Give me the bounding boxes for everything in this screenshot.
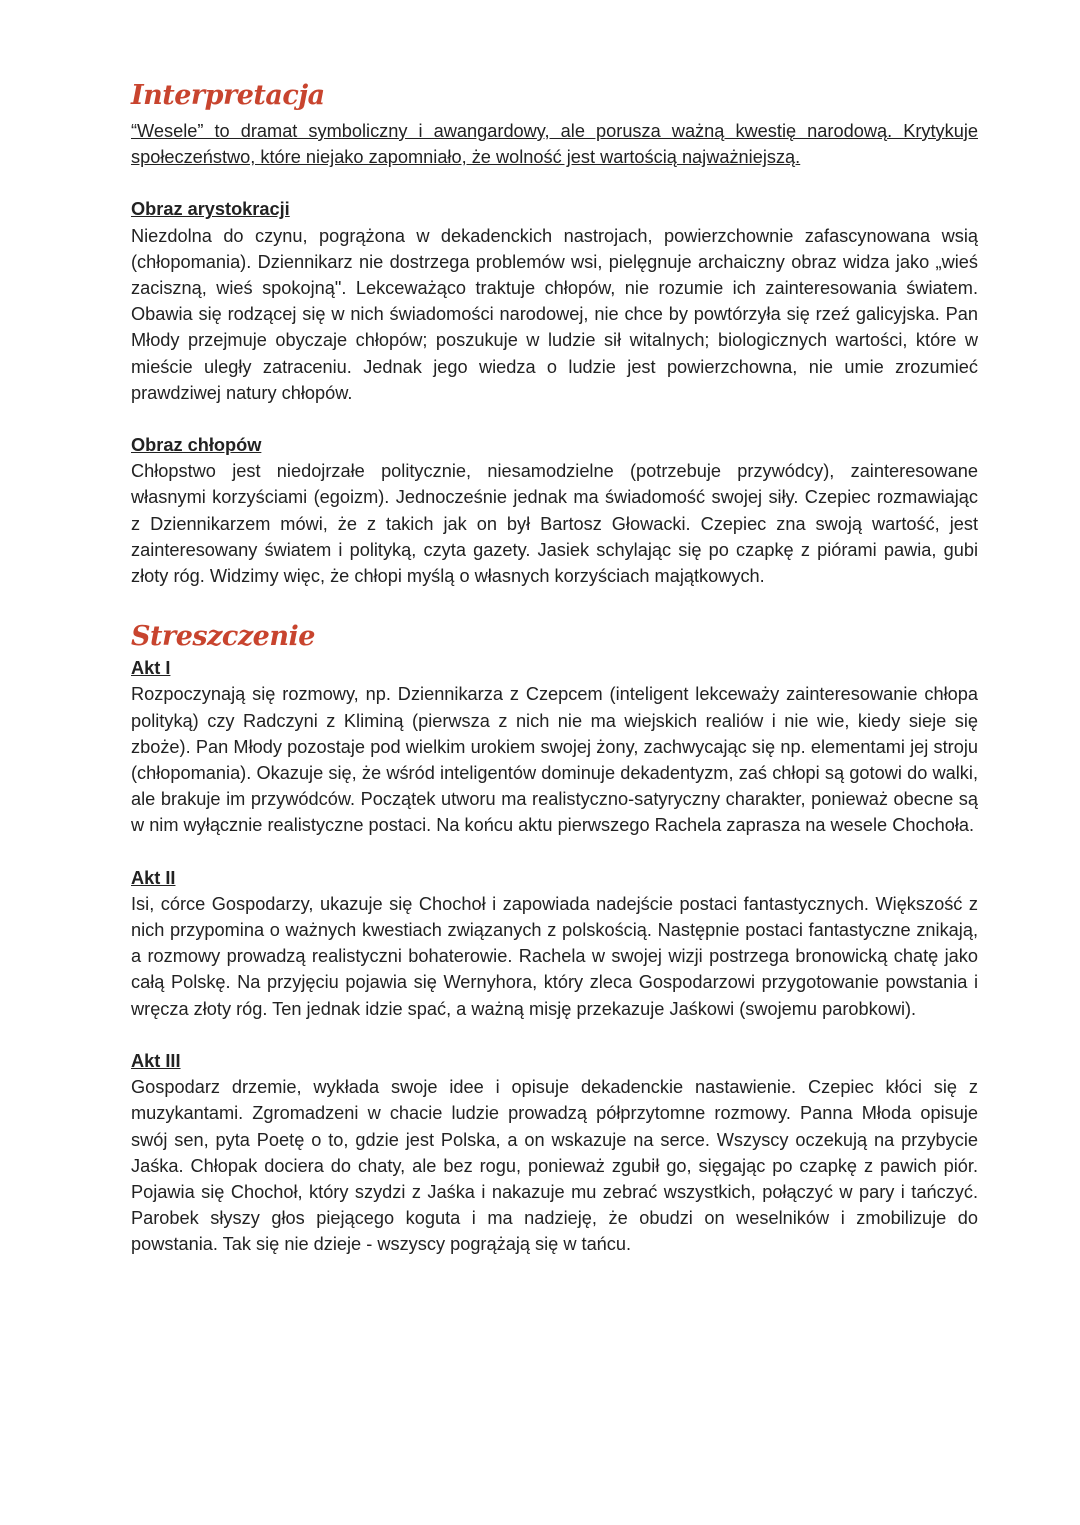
subheading-akt-1: Akt I — [131, 658, 171, 679]
document-page — [131, 78, 978, 1258]
paragraph-akt-3: Gospodarz drzemie, wykłada swoje idee i opisuje dekadenckie nastawienie. Czepiec kłóci się z muzykantami. Zgromadzeni w chacie ludzie prowadzą półprzytomne rozmowy. Panna Młoda opisuje swój sen, pyta Poetę o to, gdzie jest Polska, a on wskazuje na serce. Wszyscy oczekują na przybycie Jaśka. Chłopak dociera do chaty, ale bez rogu, ponieważ zgubił go, sięgając po czapkę z pawich piór. Pojawia się Chochoł, który szydzi z Jaśka i nakazuje mu zebrać wszystkich, połączyć w pary i tańczyć. Parobek słyszy głos piejącego koguta i ma nadzieję, że obudzi on weselników i zmobilizuje do powstania. Tak się nie dzieje - wszyscy pogrążają się w tańcu. — [131, 1077, 978, 1255]
heading-interpretacja: Interpretacja — [131, 80, 325, 111]
subheading-akt-3: Akt III — [131, 1050, 181, 1071]
subheading-akt-2: Akt II — [131, 867, 176, 888]
paragraph-akt-2: Isi, córce Gospodarzy, ukazuje się Chochoł i zapowiada nadejście postaci fantastycznych. Większość z nich przypomina o ważnych kwestiach związanych z polskością. Następnie postaci fantastyczne znikają, a rozmowy prowadzą realistyczni bohaterowie. Rachela w swojej wizji postrzega bronowicką chatę jako całą Polskę. Na przyjęciu pojawia się Wernyhora, który zleca Gospodarzowi przygotowanie powstania i wręcza złoty róg. Ten jednak idzie spać, a ważną misję przekazuje Jaśkowi (swojemu parobkowi). — [131, 893, 978, 1019]
heading-streszczenie: Streszczenie — [131, 621, 315, 653]
subheading-obraz-arystokracji: Obraz arystokracji — [131, 199, 290, 220]
paragraph-obraz-arystokracji: Niezdolna do czynu, pogrążona w dekadenckich nastrojach, powierzchownie zafascynowana wsią (chłopomania). Dziennikarz nie dostrzega problemów wsi, pielęgnuje archaiczny obraz widza jako „wieś zaciszną, wieś spokojną". Lekceważąco traktuje chłopów, nie rozumie ich zainteresowania światem. Obawia się rodzącej się w nich świadomości narodowej, nie chce by powtórzyła się rzeź galicyjska. Pan Młody przejmuje obyczaje chłopów; poszukuje w ludzie sił witalnych; biologicznych wartości, które w mieście uległy zatraceniu. Jednak jego wiedza o ludzie jest powierzchowna, nie umie zrozumieć prawdziwej natury chłopów. — [131, 225, 978, 403]
paragraph-obraz-chlopow: Chłopstwo jest niedojrzałe politycznie, niesamodzielne (potrzebuje przywódcy), zainteresowane własnymi korzyściami (egoizm). Jednocześnie jednak ma świadomość swojej siły. Czepiec rozmawiając z Dziennikarzem mówi, że z takich jak on był Bartosz Głowacki. Czepiec zna swoją wartość, jest zainteresowany światem i polityką, czyta gazety. Jasiek schylając się po czapkę z piórami pawia, gubi złoty róg. Widzimy więc, że chłopi myślą o własnych korzyściach majątkowych. — [131, 461, 978, 587]
paragraph-akt-1: Rozpoczynają się rozmowy, np. Dziennikarza z Czepcem (inteligent lekceważy zainteresowanie chłopa polityką) czy Radczyni z Kliminą (pierwsza z nich nie ma wiejskich realiów i nie wie, kiedy sieje się zboże). Pan Młody pozostaje pod wielkim urokiem swojej żony, zachwycając się np. elementami jej stroju (chłopomania). Okazuje się, że wśród inteligentów dominuje dekadentyzm, zaś chłopi są gotowi do walki, ale brakuje im przywódców. Początek utworu ma realistyczno-satyryczny charakter, ponieważ obecne są w nim wyłącznie realistyczne postaci. Na końcu aktu pierwszego Rachela zaprasza na wesele Chochoła. — [131, 684, 978, 836]
interpretacja-intro: “Wesele” to dramat symboliczny i awangardowy, ale porusza ważną kwestię narodową. Krytykuje społeczeństwo, które niejako zapomniało, że wolność jest wartością najważniejszą. — [131, 121, 978, 168]
subheading-obraz-chlopow: Obraz chłopów — [131, 435, 262, 456]
